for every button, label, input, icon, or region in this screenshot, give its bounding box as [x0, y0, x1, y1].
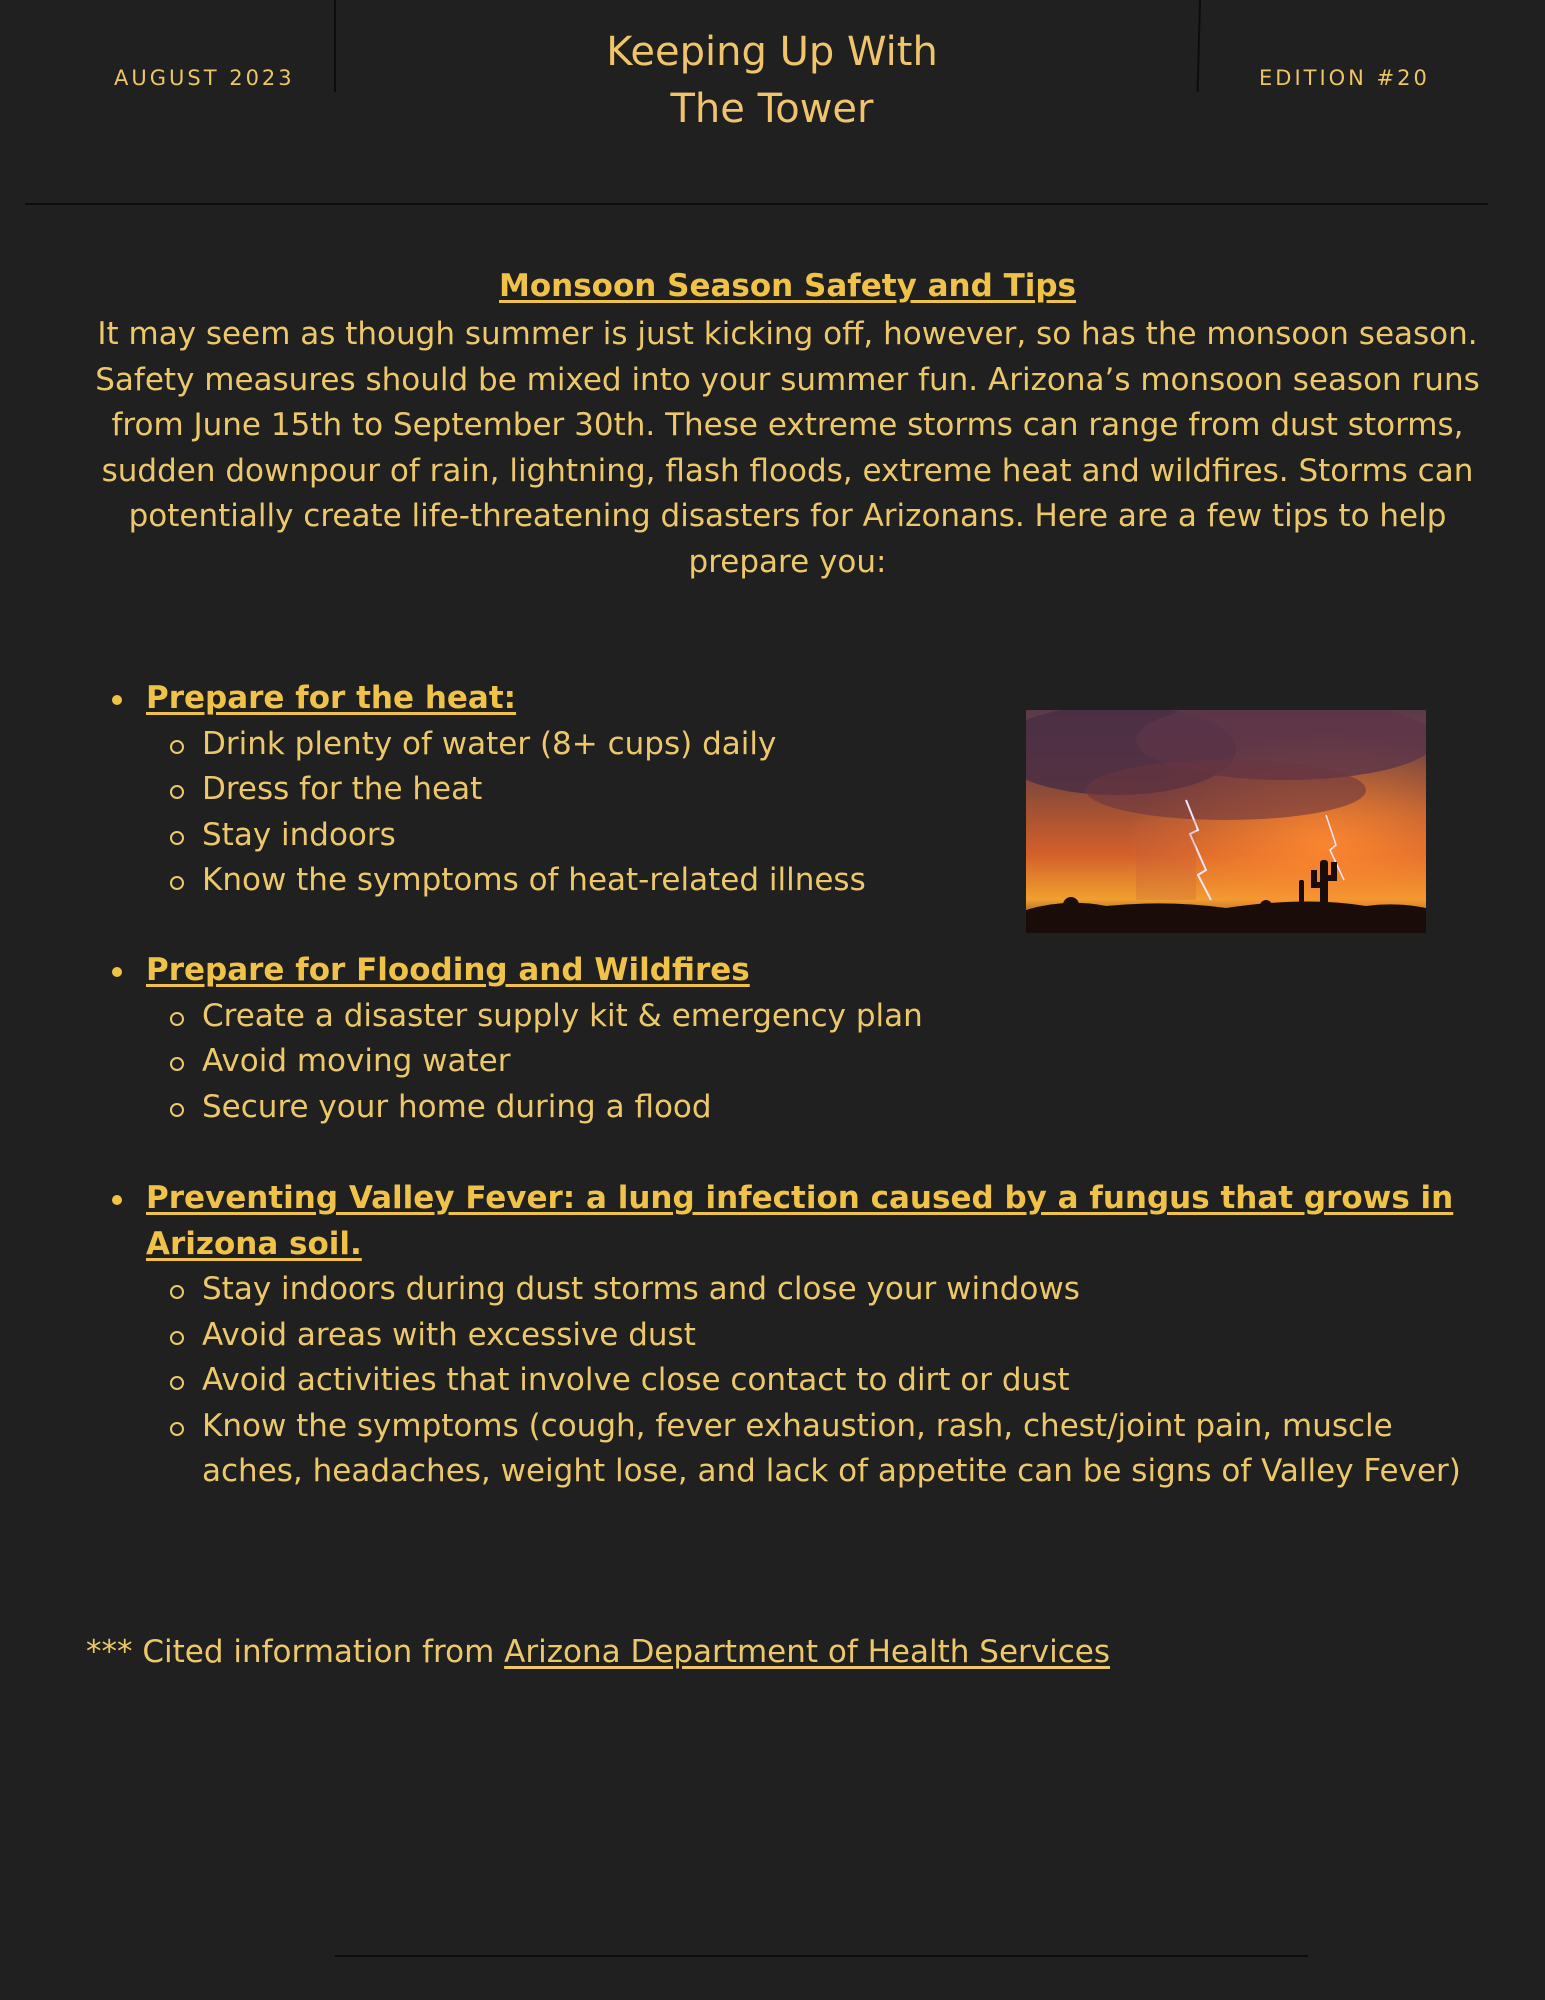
citation [86, 1630, 1110, 1675]
newsletter-date: AUGUST 2023 [114, 66, 295, 90]
newsletter-title [336, 24, 1208, 138]
list-item: Stay indoors [202, 813, 1010, 859]
section-heading [110, 1176, 1490, 1267]
tip-list [110, 994, 1110, 1131]
header-rule [25, 203, 1488, 205]
section-flood-wildfire [110, 948, 1110, 1130]
newsletter-title-line1: Keeping Up With [606, 29, 938, 75]
list-item: Avoid moving water [202, 1039, 1110, 1085]
list-item: Avoid areas with excessive dust [202, 1313, 1490, 1359]
list-item: Secure your home during a flood [202, 1085, 1110, 1131]
list-item: Stay indoors during dust storms and close your windows [202, 1267, 1490, 1313]
citation-prefix: *** Cited information from [86, 1634, 505, 1670]
bullet-dot-icon [112, 1195, 122, 1205]
list-item: Dress for the heat [202, 767, 1010, 813]
newsletter-title-line2: The Tower [670, 86, 874, 132]
citation-link[interactable]: Arizona Department of Health Services [504, 1634, 1110, 1670]
monsoon-storm-image [1026, 710, 1426, 933]
footer-rule [335, 1955, 1308, 1957]
section-heading-text: Preventing Valley Fever: a lung infection caused by a fungus that grows in Arizona soil. [146, 1180, 1454, 1262]
section-valley-fever [110, 1176, 1490, 1495]
list-item: Drink plenty of water (8+ cups) daily [202, 722, 1010, 768]
section-heat [110, 676, 1010, 904]
article-title: Monsoon Season Safety and Tips [499, 268, 1076, 304]
list-item: Know the symptoms (cough, fever exhaustion, rash, chest/joint pain, muscle aches, headaches, weight lose, and lack of appetite can be signs of Valley Fever) [202, 1404, 1490, 1495]
list-item: Know the symptoms of heat-related illness [202, 858, 1010, 904]
edition-number: EDITION #20 [1259, 66, 1430, 90]
list-item: Create a disaster supply kit & emergency plan [202, 994, 1110, 1040]
bullet-dot-icon [112, 695, 122, 705]
tip-list [110, 722, 1010, 904]
article-intro: It may seem as though summer is just kicking off, however, so has the monsoon season. Safety measures should be mixed into your summer fun. Arizona’s monsoon season runs from June 15th to September 30th. These extreme storms can range from dust storms, sudden downpour of rain, lightning, flash floods, extreme heat and wildfires. Storms can potentially create life-threatening disasters for Arizonans. Here are a few tips to help prepare you: [95, 316, 1480, 580]
list-item: Avoid activities that involve close contact to dirt or dust [202, 1358, 1490, 1404]
section-heading [110, 948, 1110, 994]
section-heading [110, 676, 1010, 722]
bullet-dot-icon [112, 967, 122, 977]
section-heading-text: Prepare for Flooding and Wildfires [146, 952, 750, 988]
section-heading-text: Prepare for the heat: [146, 680, 517, 716]
tip-list [110, 1267, 1490, 1495]
